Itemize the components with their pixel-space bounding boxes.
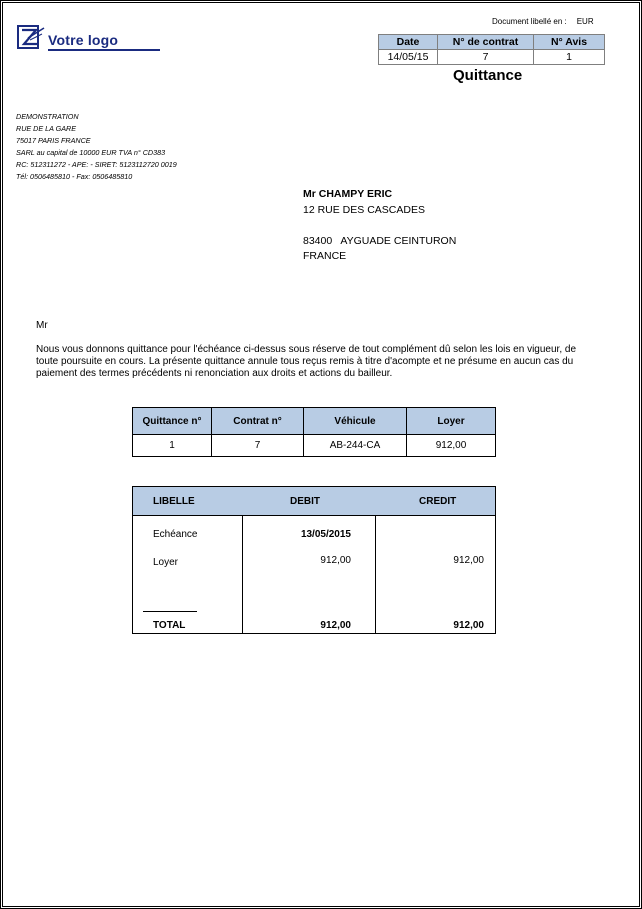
t2-total-credit: 912,00: [453, 620, 484, 631]
company-line: RC: 512311272 - APE: - SIRET: 5123112720 0019: [16, 160, 177, 169]
t1-header-rent: Loyer: [407, 408, 496, 435]
info-header-date: Date: [379, 35, 438, 50]
t2-echeance-date: 13/05/2015: [300, 529, 351, 540]
t1-rent: 912,00: [407, 435, 496, 457]
t2-header-credit: CREDIT: [419, 496, 457, 507]
recipient-name: Mr CHAMPY ERIC: [303, 188, 393, 200]
info-contract: 7: [438, 50, 534, 65]
logo-text: Votre logo: [48, 32, 119, 48]
column-divider: [375, 516, 376, 633]
logo-icon: [16, 22, 46, 52]
accounting-table: [132, 486, 496, 634]
t2-loyer-debit: 912,00: [320, 555, 351, 566]
receipt-summary-table: [132, 407, 496, 457]
t1-contract: 7: [212, 435, 304, 457]
company-logo: [16, 22, 146, 54]
logo-underline: [48, 49, 160, 51]
recipient-address: [303, 187, 456, 265]
total-underline: [143, 611, 197, 612]
info-date: 14/05/15: [379, 50, 438, 65]
info-notice: 1: [534, 50, 605, 65]
t1-receipt: 1: [133, 435, 212, 457]
document-info-table: [378, 34, 605, 65]
t1-header-contract: Contrat n°: [212, 408, 304, 435]
company-line: DEMONSTRATION: [16, 112, 79, 121]
currency-value: EUR: [576, 17, 594, 26]
t1-header-vehicle: Véhicule: [304, 408, 407, 435]
company-line: Tél: 0506485810 - Fax: 0506485810: [16, 172, 133, 181]
recipient-country: FRANCE: [303, 250, 347, 262]
t2-loyer-label: Loyer: [153, 557, 179, 568]
t2-header-debit: DEBIT: [290, 496, 320, 507]
recipient-city: 83400 AYGUADE CEINTURON: [303, 234, 457, 247]
document-title: Quittance: [453, 67, 523, 84]
t2-total-label: TOTAL: [153, 620, 186, 631]
t1-vehicle: AB-244-CA: [304, 435, 407, 457]
t2-header-label: LIBELLE: [153, 496, 195, 507]
t2-loyer-credit: 912,00: [453, 555, 484, 566]
info-header-contract: N° de contrat: [438, 35, 534, 50]
letter-body: Nous vous donnons quittance pour l'échéance ci-dessus sous réserve de tout complément dû selon les lois en vigueur, de toute poursuite en cours. La présente quittance annule tous reçus remis à titre d'acompte et ne présume en aucun cas du paiement des termes précédents ni renonciation aux droits et actions du bailleur.: [36, 344, 577, 379]
accounting-table-header: [133, 487, 495, 516]
company-line: 75017 PARIS FRANCE: [16, 136, 91, 145]
t2-total-debit: 912,00: [320, 620, 351, 631]
t1-header-receipt: Quittance n°: [133, 408, 212, 435]
t2-echeance-label: Echéance: [153, 529, 198, 540]
recipient-street: 12 RUE DES CASCADES: [303, 203, 425, 216]
currency-label: Document libellé en :: [492, 17, 567, 26]
company-line: RUE DE LA GARE: [16, 124, 77, 133]
currency-line: [492, 17, 594, 26]
company-line: SARL au capital de 10000 EUR TVA n° CD383: [16, 148, 166, 157]
letter-greeting: Mr: [36, 320, 48, 331]
company-address: [16, 111, 177, 183]
info-header-notice: N° Avis: [534, 35, 605, 50]
